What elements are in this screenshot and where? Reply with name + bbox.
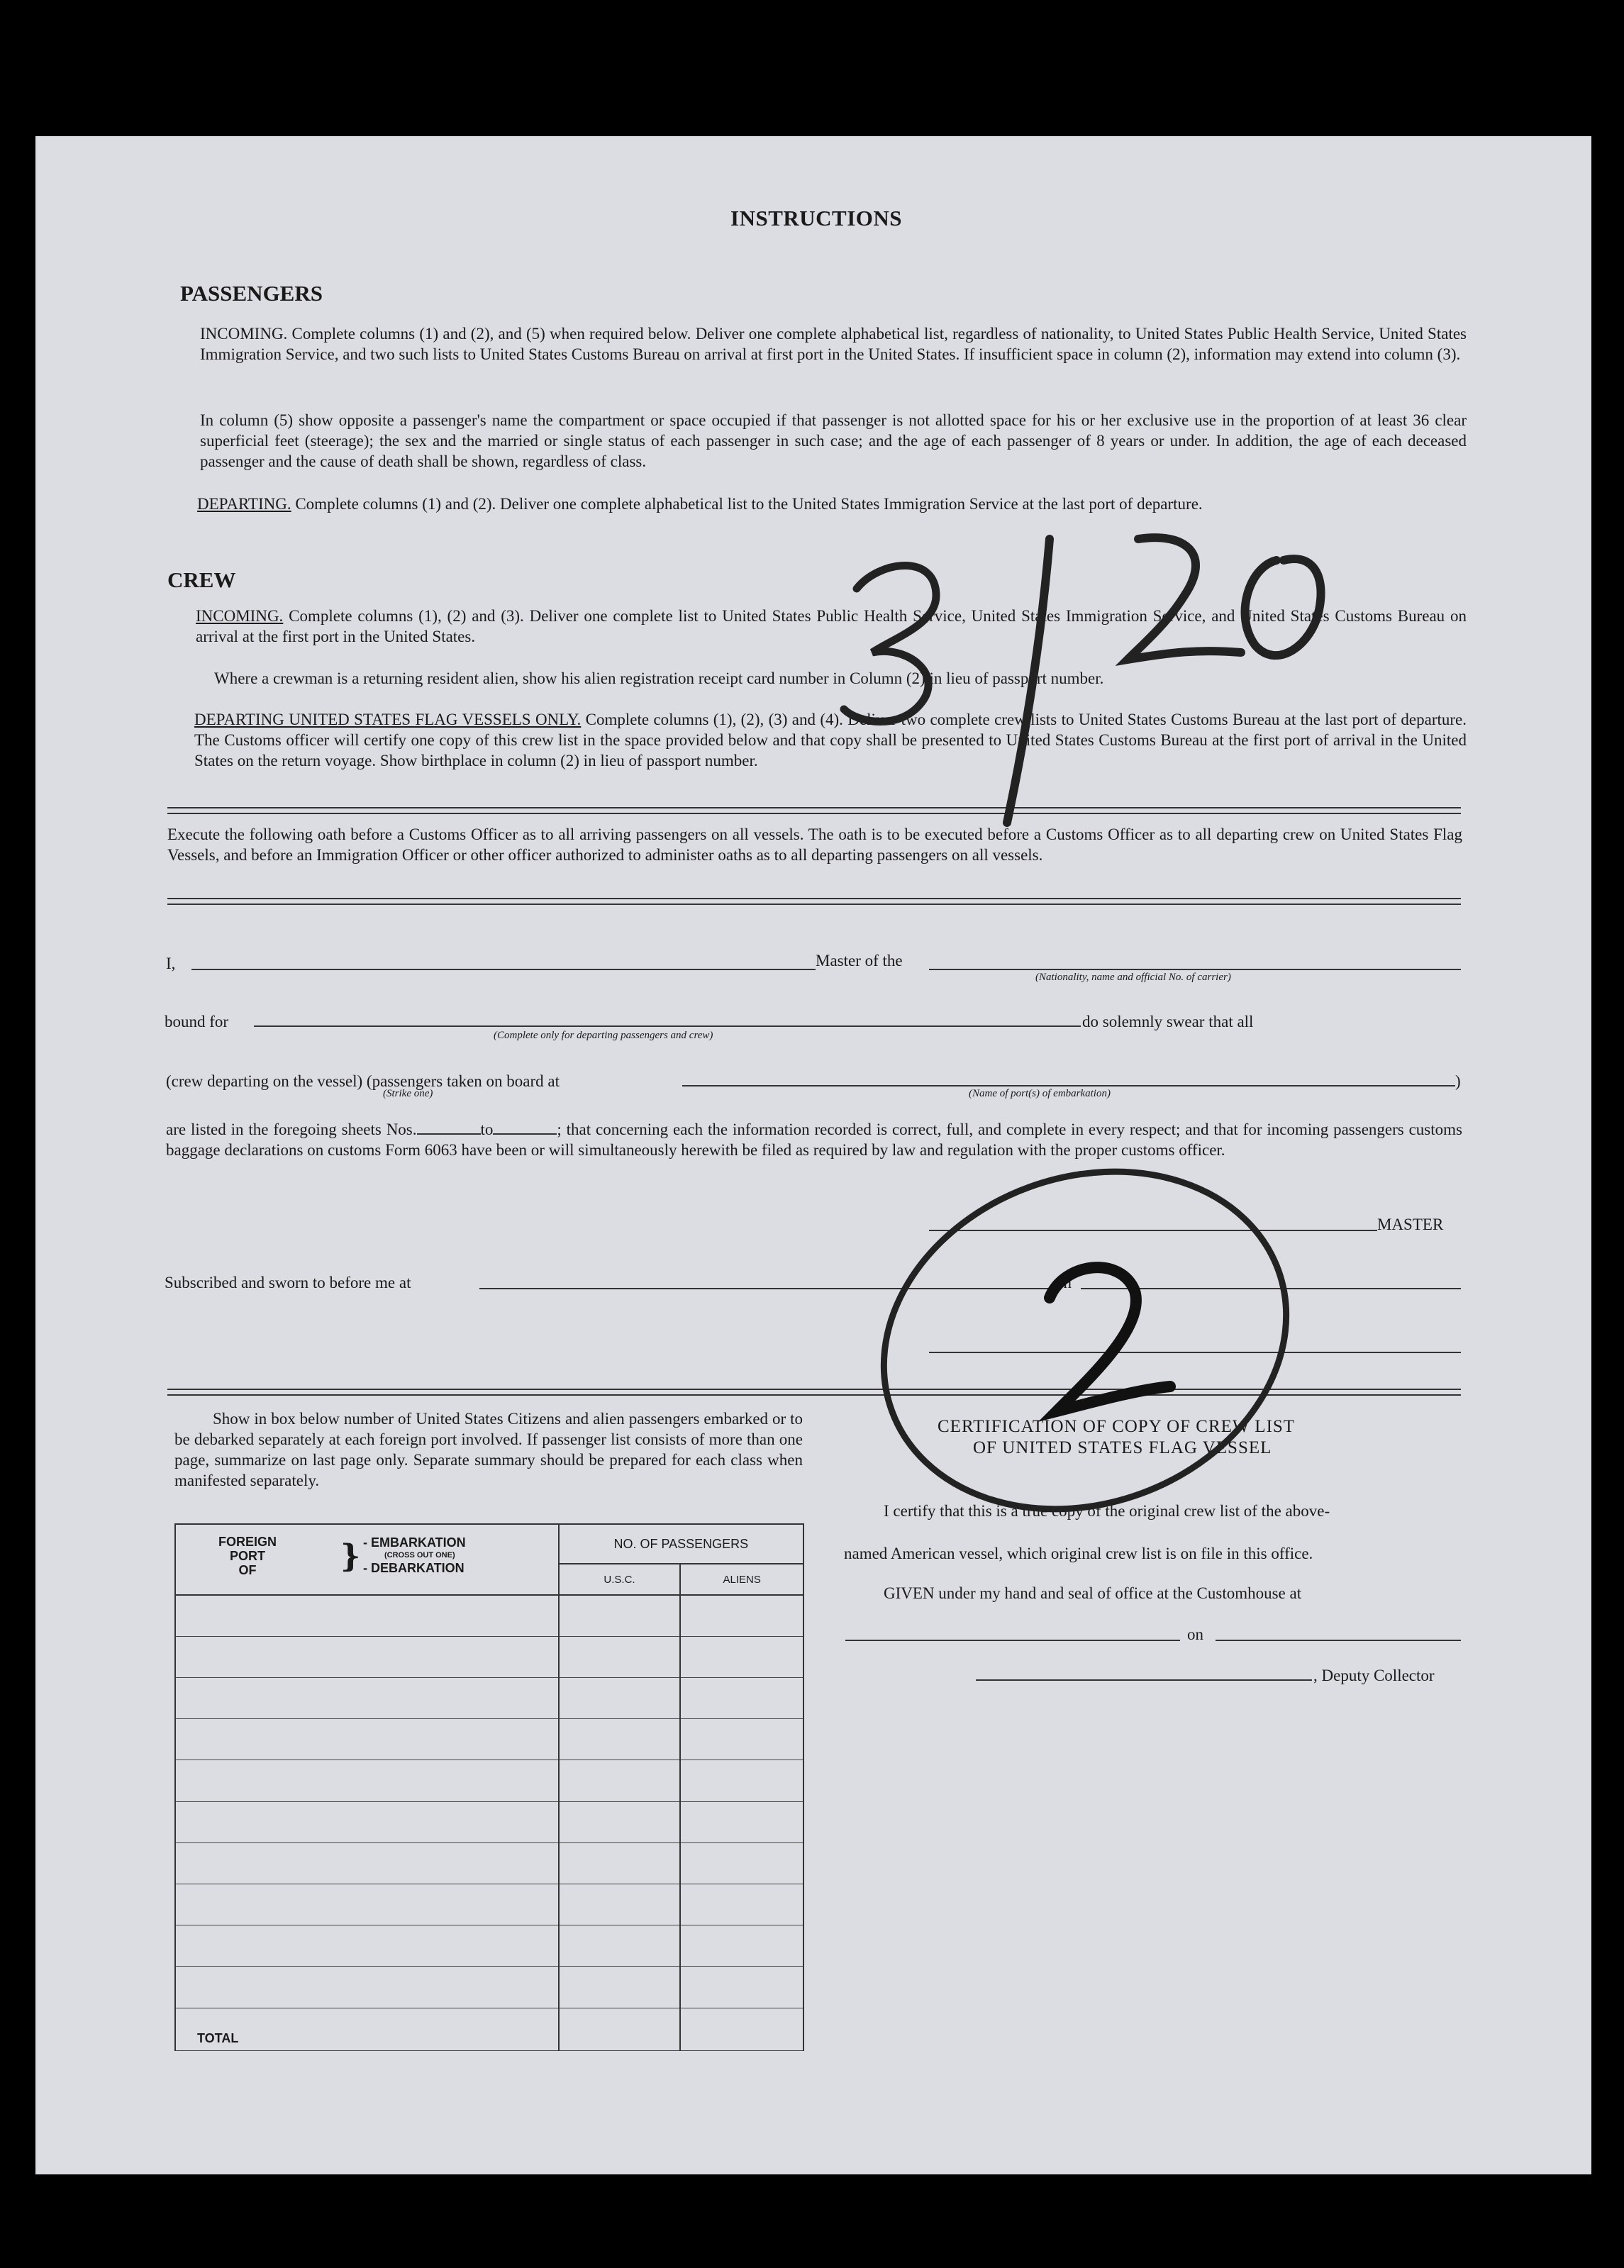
- ports-caption: (Name of port(s) of embarkation): [969, 1088, 1111, 1099]
- passengers-departing-lead: DEPARTING.: [197, 495, 291, 513]
- col-foreign: FOREIGN: [218, 1535, 277, 1549]
- aliens-cell[interactable]: [680, 1801, 803, 1842]
- debarkation-option[interactable]: - DEBARKATION: [363, 1561, 465, 1575]
- crew-incoming-lead: INCOMING.: [196, 607, 284, 625]
- certification-heading-line2: OF UNITED STATES FLAG VESSEL: [973, 1438, 1272, 1457]
- certification-on-label: on: [1187, 1625, 1203, 1643]
- port-cell[interactable]: [175, 1595, 559, 1636]
- port-cell[interactable]: [175, 1925, 559, 1967]
- subscribed-on-label: on: [1055, 1274, 1072, 1291]
- strike-one-caption: (Strike one): [383, 1088, 433, 1099]
- col-port: PORT: [230, 1549, 266, 1563]
- oath-i-label: I,: [166, 955, 176, 972]
- usc-total-cell[interactable]: [559, 2008, 681, 2050]
- deputy-collector-label: , Deputy Collector: [1313, 1667, 1435, 1684]
- subscribed-label: Subscribed and sworn to before me at: [165, 1274, 411, 1291]
- usc-cell[interactable]: [559, 1719, 681, 1760]
- usc-header: U.S.C.: [559, 1564, 681, 1595]
- certify-line-1: I certify that this is a true copy of the original crew list of the above-: [884, 1502, 1330, 1520]
- certification-date-line[interactable]: [1216, 1640, 1461, 1641]
- crew-departing-lead: DEPARTING UNITED STATES FLAG VESSELS ONLY.: [194, 711, 582, 728]
- usc-cell[interactable]: [559, 1925, 681, 1967]
- usc-cell[interactable]: [559, 1636, 681, 1677]
- certify-line-2: named American vessel, which original crew list is on file in this office.: [844, 1545, 1313, 1562]
- master-label: MASTER: [1377, 1216, 1444, 1233]
- aliens-cell[interactable]: [680, 1884, 803, 1925]
- port-cell[interactable]: [175, 1677, 559, 1718]
- certification-heading-line1: CERTIFICATION OF COPY OF CREW LIST: [938, 1417, 1296, 1436]
- crew-departing-text: Complete columns (1), (2), (3) and (4). Deliver two complete crew lists to United States Customs Bureau at the last port of departure. The Customs officer will certify one copy of this crew list in the space provided below and that copy shall be presented to United States Customs Bureau at the first port of arrival in the United States on the return voyage. Show birthplace in column (2) in lieu of passport number.: [194, 711, 1467, 769]
- aliens-cell[interactable]: [680, 1719, 803, 1760]
- usc-cell[interactable]: [559, 1760, 681, 1801]
- usc-cell[interactable]: [559, 1595, 681, 1636]
- passenger-summary-table: [174, 1523, 804, 2051]
- aliens-total-cell[interactable]: [680, 2008, 803, 2050]
- solemnly-swear-label: do solemnly swear that all: [1082, 1013, 1254, 1030]
- sheet-from-line[interactable]: [417, 1133, 481, 1135]
- port-cell[interactable]: [175, 1842, 559, 1884]
- bound-for-line[interactable]: [254, 1025, 1081, 1027]
- crew-resident-paragraph: Where a crewman is a returning resident alien, show his alien registration receipt card number in Column (2) in lieu of passport number.: [214, 669, 1104, 687]
- aliens-cell[interactable]: [680, 1677, 803, 1718]
- ports-line[interactable]: [682, 1085, 1455, 1086]
- aliens-cell[interactable]: [680, 1595, 803, 1636]
- master-name-line[interactable]: [191, 969, 816, 970]
- bound-for-label: bound for: [165, 1013, 229, 1030]
- brace-icon: }: [340, 1538, 361, 1574]
- complete-only-caption: (Complete only for departing passengers and crew): [494, 1030, 713, 1041]
- port-cell[interactable]: [175, 1636, 559, 1677]
- usc-cell[interactable]: [559, 1801, 681, 1842]
- passengers-incoming-paragraph: [200, 323, 1467, 365]
- listed-to: to: [480, 1121, 494, 1138]
- passengers-heading: PASSENGERS: [180, 281, 323, 306]
- port-cell[interactable]: [175, 1967, 559, 2008]
- carrier-line[interactable]: [929, 969, 1461, 970]
- deputy-signature-line[interactable]: [976, 1679, 1312, 1681]
- aliens-cell[interactable]: [680, 1925, 803, 1967]
- oath-intro: Execute the following oath before a Customs Officer as to all arriving passengers on all vessels. The oath is to be executed before a Customs Officer as to all departing crew on United States Flag Vessels, and before an Immigration Officer or other officer authorized to administer oaths as to all departing passengers on all vessels.: [167, 826, 1462, 864]
- port-cell[interactable]: [175, 1719, 559, 1760]
- master-of-the-label: Master of the: [816, 952, 903, 969]
- handwritten-fraction: [816, 511, 1383, 837]
- passengers-column5-paragraph: In column (5) show opposite a passenger's name the compartment or space occupied if that passenger is not allotted space for his or her exclusive use in the proportion of at least 36 clear superficial feet (steerage); the sex and the married or single status of each passenger in such case; and the age of each passenger of 8 years or under. In addition, the age of each deceased passenger and the cause of death shall be shown, regardless of class.: [200, 411, 1467, 470]
- given-line: GIVEN under my hand and seal of office at the Customhouse at: [884, 1584, 1302, 1602]
- listed-text-b: ; that concerning each the information recorded is correct, full, and complete in every respect; and that for incoming passengers customs baggage declarations on customs Form 6063 have been or will simultaneously herewith be filed as required by law and regulation with the proper customs officer.: [166, 1121, 1462, 1159]
- crew-heading: CREW: [167, 567, 236, 592]
- total-label: TOTAL: [175, 2008, 559, 2050]
- port-cell[interactable]: [175, 1801, 559, 1842]
- cross-out-note: (CROSS OUT ONE): [384, 1551, 455, 1560]
- aliens-header: ALIENS: [680, 1564, 803, 1595]
- port-cell[interactable]: [175, 1760, 559, 1801]
- passengers-departing-text: Complete columns (1) and (2). Deliver one complete alphabetical list to the United States Immigration Service at the last port of departure.: [295, 495, 1203, 513]
- close-paren: ): [1455, 1072, 1461, 1090]
- aliens-cell[interactable]: [680, 1967, 803, 2008]
- no-passengers-header: NO. OF PASSENGERS: [559, 1524, 803, 1564]
- crew-incoming-text: Complete columns (1), (2) and (3). Deliver one complete list to United States Public Health Service, United States Immigration Service, and United States Customs Bureau on arrival at the first port in the United States.: [196, 607, 1467, 645]
- embarkation-option[interactable]: - EMBARKATION: [363, 1535, 466, 1550]
- aliens-cell[interactable]: [680, 1760, 803, 1801]
- usc-cell[interactable]: [559, 1677, 681, 1718]
- crew-departing-label: (crew departing on the vessel) (passengers taken on board at: [166, 1072, 560, 1090]
- col-of: OF: [238, 1563, 257, 1577]
- section-divider: [167, 898, 1461, 905]
- page-title: INSTRUCTIONS: [730, 206, 903, 230]
- aliens-cell[interactable]: [680, 1842, 803, 1884]
- usc-cell[interactable]: [559, 1884, 681, 1925]
- usc-cell[interactable]: [559, 1842, 681, 1884]
- port-cell[interactable]: [175, 1884, 559, 1925]
- port-header-cell: [175, 1524, 559, 1595]
- usc-cell[interactable]: [559, 1967, 681, 2008]
- listed-text-a: are listed in the foregoing sheets Nos.: [166, 1121, 417, 1138]
- sheet-to-line[interactable]: [493, 1133, 557, 1135]
- passengers-incoming-lead: INCOMING.: [200, 325, 288, 343]
- handwritten-circled-number: [851, 1142, 1362, 1539]
- passengers-incoming-text: Complete columns (1) and (2), and (5) when required below. Deliver one complete alphabetical list, regardless of nationality, to United States Public Health Service, United States Immigration Service, and two such lists to United States Customs Bureau on arrival at first port in the United States. If insufficient space in column (2), information may extend into column (3).: [200, 325, 1467, 363]
- aliens-cell[interactable]: [680, 1636, 803, 1677]
- summary-instructions: Show in box below number of United States Citizens and alien passengers embarked or to be debarked separately at each foreign port involved. If passenger list consists of more than one page, summarize on last page only. Separate summary should be prepared for each class when manifested separately.: [174, 1410, 803, 1489]
- customhouse-line[interactable]: [845, 1640, 1180, 1641]
- nationality-caption: (Nationality, name and official No. of carrier): [1035, 972, 1231, 983]
